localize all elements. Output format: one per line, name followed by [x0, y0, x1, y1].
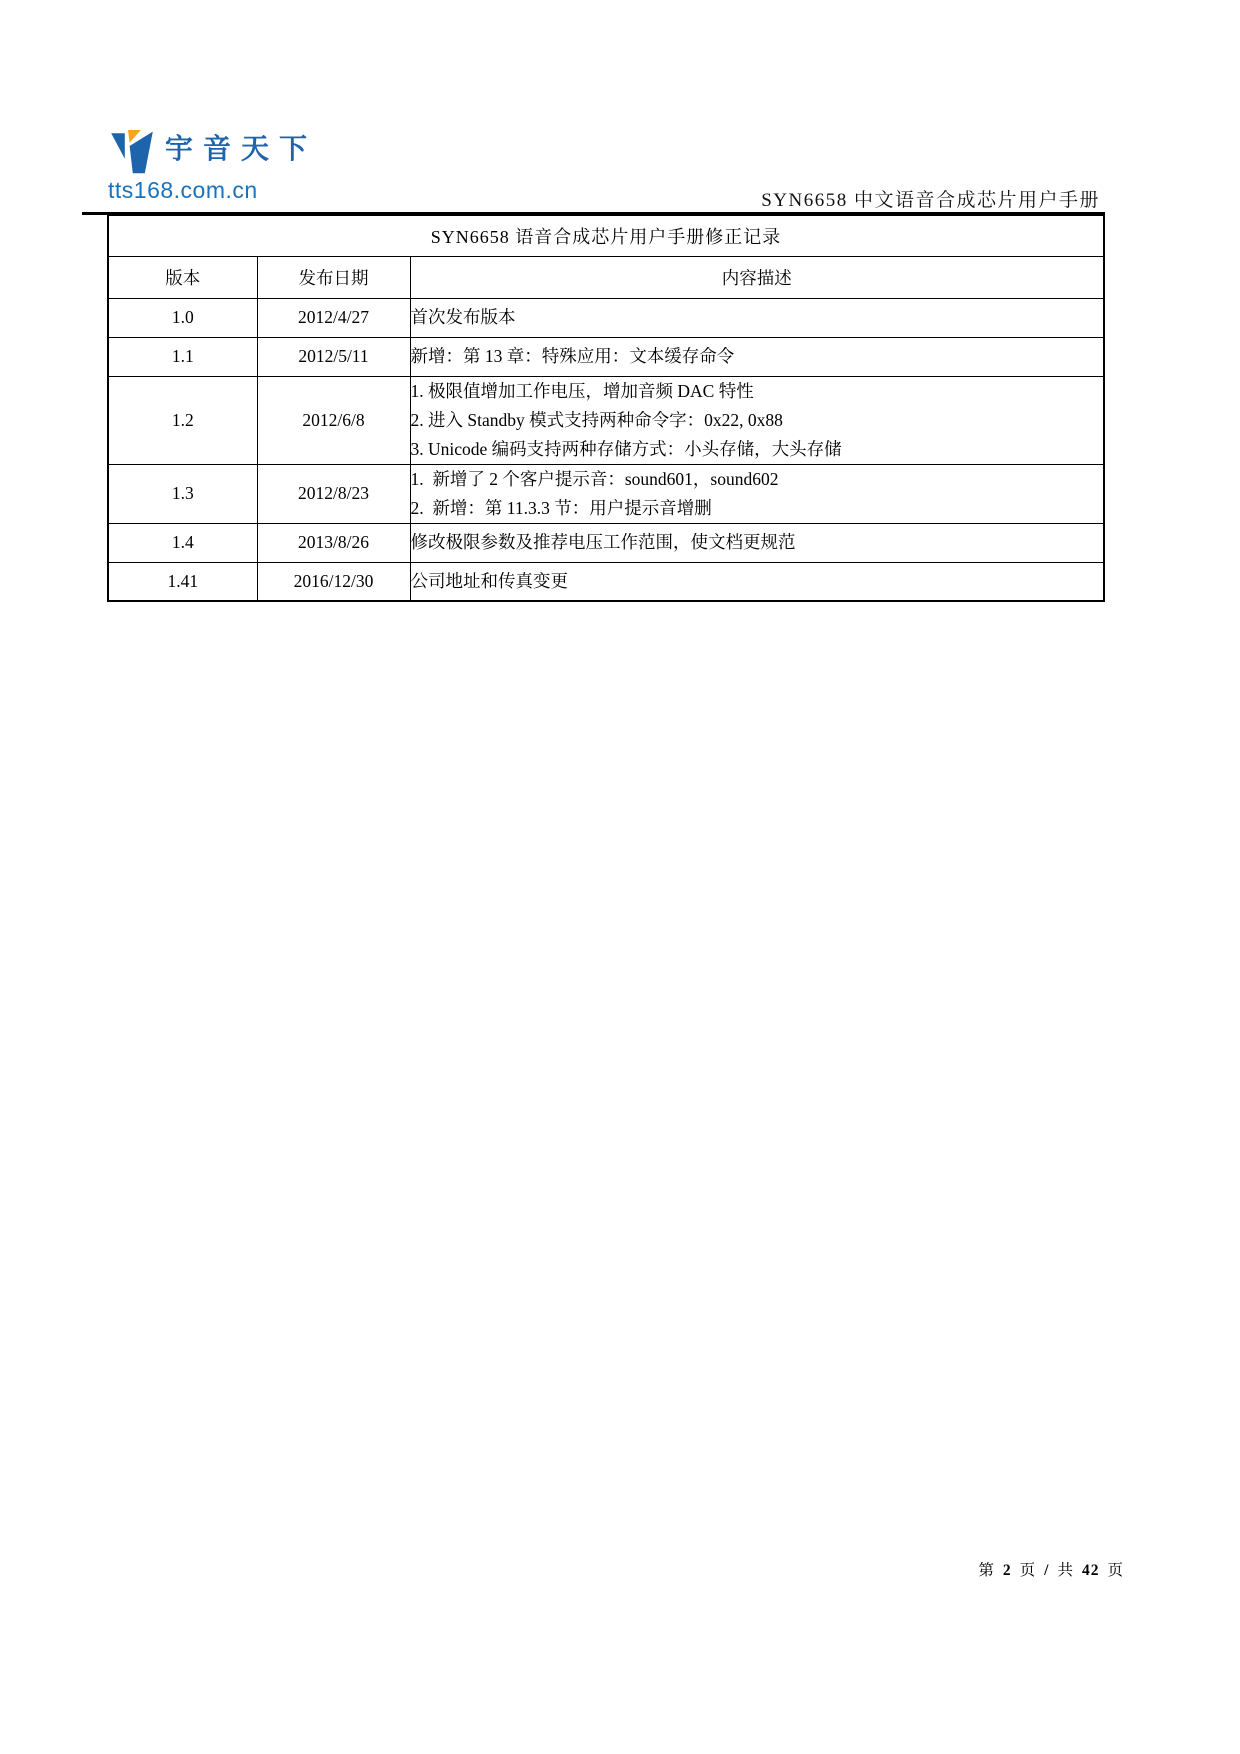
version-cell: 1.1 [108, 337, 257, 376]
version-cell: 1.0 [108, 298, 257, 337]
document-header-title: SYN6658 中文语音合成芯片用户手册 [761, 190, 1100, 211]
footer-label-suffix: 页 [1107, 1562, 1124, 1579]
description-line: 公司地址和传真变更 [410, 570, 568, 591]
logo-domain-text: tts168.com.cn [108, 177, 258, 203]
column-header-date: 发布日期 [257, 256, 410, 298]
footer-label-prefix: 第 [978, 1562, 995, 1579]
description-cell [410, 562, 1104, 601]
logo-brand-text: 宇音天下 [165, 134, 318, 165]
table-title-row [108, 215, 1104, 256]
description-line: 2. 进入 Standby 模式支持两种命令字：0x22, 0x88 [410, 409, 783, 430]
description-line: 首次发布版本 [410, 307, 516, 327]
version-cell: 1.41 [108, 562, 257, 601]
date-cell: 2012/5/11 [257, 337, 410, 376]
revision-history-table [107, 214, 1105, 602]
description-cell [410, 337, 1104, 376]
table-row [108, 298, 1104, 337]
description-line: 3. Unicode 编码支持两种存储方式：小头存储，大头存储 [410, 438, 842, 459]
company-logo [108, 124, 317, 204]
version-cell: 1.4 [108, 523, 257, 562]
footer-label-page: 页 [1019, 1562, 1037, 1579]
table-row [108, 523, 1104, 562]
table-row [108, 562, 1104, 601]
footer-page-number: 2 [1002, 1562, 1012, 1579]
date-cell: 2012/6/8 [257, 376, 410, 464]
date-cell: 2016/12/30 [257, 562, 410, 601]
date-cell: 2012/8/23 [257, 464, 410, 523]
description-cell [410, 298, 1104, 337]
footer-total-number: 42 [1081, 1562, 1100, 1579]
description-line: 1. 新增了 2 个客户提示音：sound601，sound602 [410, 468, 779, 489]
description-line: 新增：第 13 章：特殊应用：文本缓存命令 [410, 346, 735, 366]
description-cell [410, 464, 1104, 523]
date-cell: 2012/4/27 [257, 298, 410, 337]
version-cell: 1.2 [108, 376, 257, 464]
description-cell [410, 523, 1104, 562]
description-line: 2. 新增：第 11.3.3 节：用户提示音增删 [410, 497, 712, 518]
logo-y-icon [108, 124, 156, 176]
table-title: SYN6658 语音合成芯片用户手册修正记录 [108, 215, 1104, 256]
table-row [108, 464, 1104, 523]
date-cell: 2013/8/26 [257, 523, 410, 562]
revision-table-body [108, 215, 1104, 601]
table-row [108, 337, 1104, 376]
column-header-description: 内容描述 [410, 256, 1104, 298]
table-row [108, 376, 1104, 464]
footer-label-total: 共 [1057, 1562, 1074, 1579]
description-line: 修改极限参数及推荐电压工作范围，使文档更规范 [410, 532, 796, 552]
footer-separator: / [1044, 1562, 1050, 1579]
version-cell: 1.3 [108, 464, 257, 523]
page-footer [0, 1558, 1128, 1580]
description-cell [410, 376, 1104, 464]
table-header-row [108, 256, 1104, 298]
description-line: 1. 极限值增加工作电压，增加音频 DAC 特性 [410, 380, 754, 401]
column-header-version: 版本 [108, 256, 257, 298]
